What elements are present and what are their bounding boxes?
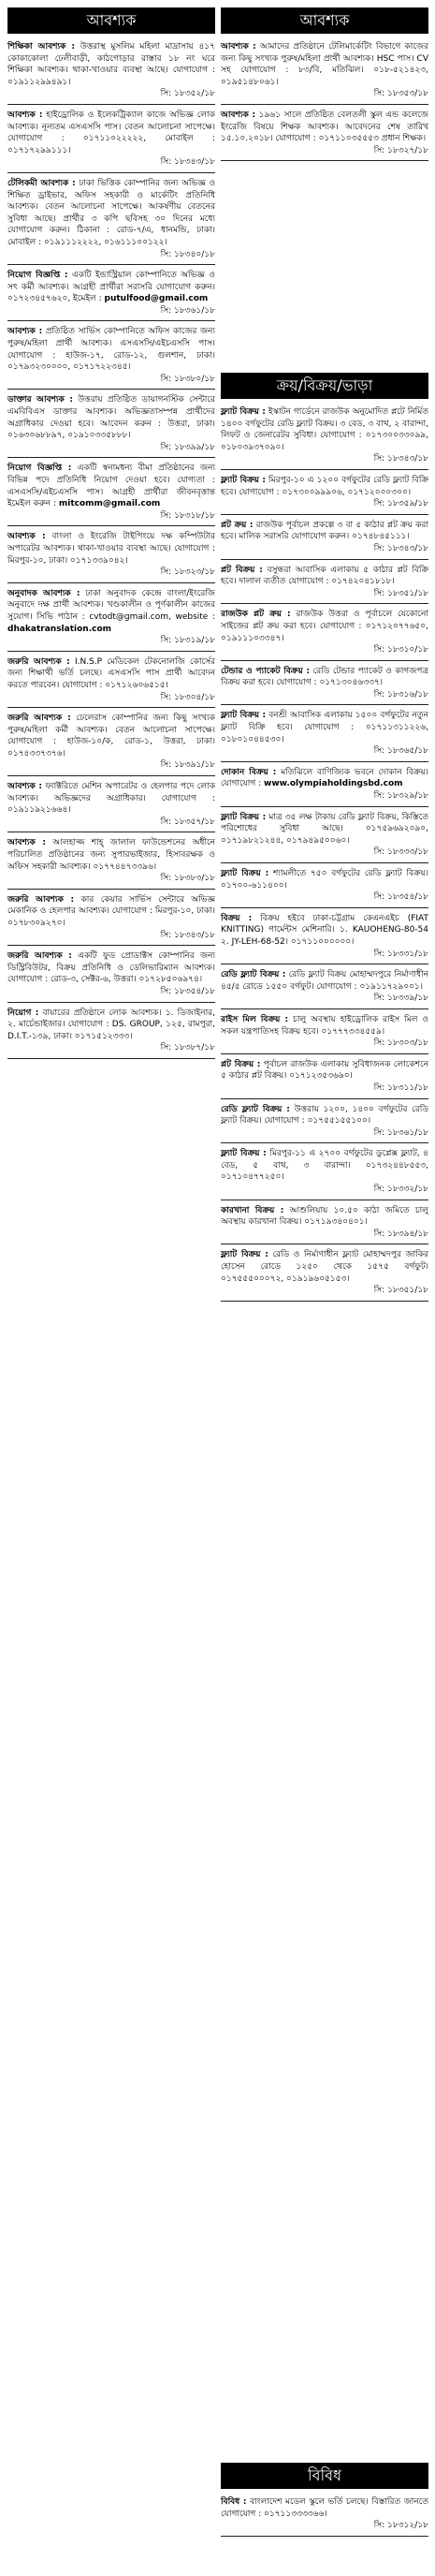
ad-body: রেডি ও নির্মাণাধীন ফ্ল্যাট মোহাম্মদপুর জাকির হোসেন রোডে ১২৫০ থেকে ১৫৭৫ বর্গফুট। ০১৭৫৫৫০০০৭২, ০১৯১৯৬০৫১৫৩। [221,1250,428,1284]
classified-ad [7,949,215,1002]
email-link[interactable]: putulfood@gmail.com [104,294,209,304]
ad-lead: জরুরি আবশ্যক : [7,714,71,724]
ad-lead: নিয়োগ বিজ্ঞপ্তি : [7,271,68,281]
ad-body: শ্যামলীতে ৭৫০ বর্গফুটের রেডি ফ্ল্যাট বিক্রয়। ০১৭০০-৬১১৪০০। [221,869,428,891]
classified-ad [7,324,215,390]
ad-body: প্রতিষ্ঠিত সার্ভিস কোম্পানিতে অফিস কাজের জন্য পুরুষ/মহিলা প্রার্থী আবশ্যক। এসএসসি/এইচএসসি পাস। যোগাযোগ : হাউজ-১৭, রোড-১২, গুলশান, ঢাকা। ০১৭৯৩২৩০০০০, ০১৭১৭২২৩৪৫। [7,327,215,373]
ad-ref: সি: ১৮৩৪৩/১৮ [373,454,428,464]
ad-lead: ফ্ল্যাট বিক্রয় : [221,1149,267,1159]
classified-ad [7,268,215,321]
ad-lead: আবশ্যক : [7,327,43,337]
ad-body: উত্তরায় ১২০০, ১৪০০ বর্গফুটের রেডি ফ্ল্যাট বিক্রয়। যোগাযোগ : ০১৭৫৫১৫৫১০০। [221,1104,428,1126]
ad-lead: প্লট বিক্রয় : [221,1059,261,1069]
right-column-buy-sell [221,373,428,1304]
classified-ad [221,1012,428,1054]
section-header-buy-sell-rent: ক্রয়/বিক্রয়/ভাড়া [221,373,428,399]
ad-ref: সি: ১৮৩৫৪/১৮ [373,892,428,903]
ad-lead: ফ্ল্যাট বিক্রয় : [221,407,266,417]
ad-lead: আবশ্যক : [221,110,256,120]
ad-lead: আবশ্যক : [221,42,256,52]
ad-ref: সি: ১৮৩০৪/১৮ [160,692,215,702]
ad-ref: সি: ১৮৩৯১/১৮ [160,760,215,771]
ad-body: আলহাজ্জ শাহ্ জালাল ফাউন্ডেশনের অধীনে পরিচালিত প্রতিষ্ঠানের জন্য সুপারভাইজার, হিসাবরক্ষক ও অফিস সহকারী আবশ্যক। ০১৭৭৪৪৭৩৩৯৬। [7,838,215,872]
classified-ad [221,967,428,1009]
ad-ref: সি: ১৮৩৪০/১৮ [160,249,215,259]
ad-body: একটি ইন্ডাস্ট্রিয়াল কোম্পানিতে অভিজ্ঞ ও সৎ কর্মী আবশ্যক। আগ্রহী প্রার্থীরা সরাসরি যোগাযোগ করুন। ০১৭২৩৪৫৭৬২০, ইমেইল : [7,271,215,304]
ad-ref: সি: ১৮৩৪৩/১৮ [160,930,215,940]
classified-ad [221,1247,428,1301]
ad-body: বনশ্রী আবাসিক এলাকায় ১৫০০ বর্গফুটের নতুন ফ্ল্যাট বিক্রি হবে। যোগাযোগ : ০১৭১১৩১১২২৬, ০১৮০১০৪৪৫৩০। [221,711,428,744]
classified-ad [221,1102,428,1144]
ad-lead: আবশ্যক : [7,532,46,542]
classified-ad [221,473,428,515]
section-header-jobs: আবশ্যক [221,7,428,34]
ad-ref: সি: ১৮৩৮০/১৮ [160,374,215,384]
classified-ad [221,911,428,964]
ad-body: রাজউক পূর্বাচল প্রকল্পে ৩ বা ৫ কাঠার প্লট ক্রয় করা হবে। মালিক সরাসরি যোগাযোগ করুন। ০১৭৪৮৪৫১১১। [221,520,428,542]
ad-ref: সি: ১৮৩২৩/১৮ [160,567,215,578]
ad-lead: জরুরি আবশ্যক : [7,894,75,905]
ad-body: হাইড্রোলিক ও ইলেকট্রিক্যাল কাজে অভিজ্ঞ লোক আবশ্যক। নূন্যতম এসএসসি পাস। বেতন আলোচনা সাপেক্ষে। যোগাযোগ : ০১৭১১০২২২২২, মোবাইল : ০১৭১৭২৯৯১১১। [7,110,215,155]
classified-ad [7,461,215,526]
ad-body: ইস্কাটন গার্ডেনে রাজউক অনুমোদিত প্লটে নির্মিত ১৪০০ বর্গফুটের রেডি ফ্ল্যাট বিক্রয়। ৩ বেড, ৩ বাথ, ২ বারান্দা, লিফট ও জেনারেটর সুবিধা। যোগাযোগ : ০১৭৩০০৩৩০৯৯, ০১৮০৩৯৩৭০৯০। [221,407,428,452]
classified-ad [7,835,215,889]
ad-lead: রাজউক প্লট ক্রয় : [221,610,291,620]
ad-ref: সি: ১৮৩৬৫/১৮ [373,746,428,757]
ad-body: পূর্বাচল রাজউক এলাকায় সুবিধাজনক লোকেশনে ৫ কাঠার প্লট বিক্রয়। ০১৭১২৩৫৩৬৯০। [221,1059,428,1082]
classified-ad [221,108,428,161]
ad-ref: সি: ১৮৩৬১/১৮ [160,305,215,316]
ad-ref: সি: ১৮৩১১/১৮ [373,1082,428,1093]
ad-body: রেডি টেন্ডার প্যাকেট ও কাগজপত্র বিক্রয় করা হবে। যোগাযোগ : ০১৭১৩০৪৬৩৩৭। [221,666,428,688]
ad-ref: সি: ১৮৩৫১/১৮ [373,588,428,598]
classified-ad [221,607,428,660]
classified-ad [221,1146,428,1200]
ad-body: মিরপুর-১০ এ ১২০০ বর্গফুটের রেডি ফ্ল্যাট বিক্রি হবে। যোগাযোগ : ০১৭৩০০৯৯৯০৬, ০১৭১২০০০৩০০। [221,475,428,497]
ad-body: রেডি ফ্ল্যাট বিক্রয় মোহাম্মদপুরে নির্মাণাধীন ৪৫/৫ রোডে ১৫৫০ বর্গফুট। যোগাযোগ : ০১৯১১৭২৯০০১। [221,970,428,992]
ad-ref: সি: ১৮৩২৯/১৮ [373,791,428,802]
classified-ad [221,1057,428,1099]
ad-ref: সি: ১৮৩৪৩/১৮ [373,543,428,553]
ad-ref: সি: ১৮৩৫২/১৮ [160,89,215,99]
ad-lead: রেডি ফ্ল্যাট বিক্রয় : [221,1104,290,1114]
website-link[interactable]: dhakatranslation.com [7,624,112,634]
ad-lead: আবশ্যক : [7,110,43,120]
ad-lead: ফ্ল্যাট বিক্রয় : [221,869,269,878]
ad-ref: সি: ১৮৩৫৩/১৮ [373,89,428,99]
ad-ref: সি: ১৮৩১০/১৮ [373,645,428,655]
classified-ad [7,392,215,458]
ad-ref: সি: ১৮৩৩২/১৮ [373,1185,428,1195]
ad-body: ফ্যাক্টরিতে মেশিন অপারেটর ও হেলপার পদে লোক আবশ্যক। অভিজ্ঞদের অগ্রাধিকার। যোগাযোগ : ০১৯১১৯২১৬৬৪। [7,782,215,816]
ad-ref: সি: ১৮৩৩৩/১৮ [373,847,428,858]
ad-ref: সি: ১৮৩১২/১৮ [373,2521,428,2531]
ad-lead: কারখানা বিক্রয় : [221,1205,284,1215]
ad-body: মিরপুর-১১ এ ২৭০০ বর্গফুটের ডুপ্লেক্স ফ্ল্যাট, ৪ বেড, ৫ বাথ, ৩ বারান্দা। ০১৭৩২৪৪৮৫৫৩, ০১৭১০৪৭৭২৫০। [221,1149,428,1183]
ad-lead: নিয়োগ বিজ্ঞপ্তি : [7,464,72,474]
ad-ref: সি: ১৮৩৯৪/১৮ [373,1229,428,1239]
ad-ref: সি: ১৮৩৩১/১৮ [373,949,428,959]
ad-ref: সি: ১৮৩০৩/১৮ [373,1038,428,1049]
ad-ref: সি: ১৮৩১৮/১৮ [160,510,215,521]
ad-ref: সি: ১৮৩৮৭/১৮ [160,1043,215,1053]
ad-body: আমাদের প্রতিষ্ঠানে টেলিমার্কেটিং বিভাগে কাজের জন্য কিছু সংখ্যক পুরুষ/মহিলা প্রার্থী আবশ্যক। HSC পাস। CV সহ যোগাযোগ : ৮৩/বি, মতিঝিল। ০১৮-৫২১৪২৩, ০১৯৫১৪৮০৬১। [221,42,428,87]
email-link[interactable]: mitcomm@gmail.com [58,499,161,509]
ad-body: ঢাকা অনুবাদক কেন্দ্রে বাংলা/ইংরেজি অনুবাদে দক্ষ প্রার্থী আবশ্যক। খণ্ডকালীন ও পূর্ণকালীন কাজের সুযোগ। সিভি পাঠান : cvtodt@gmail.com, website : [7,588,215,622]
classified-ad [221,708,428,761]
ad-lead: প্লট ক্রয় : [221,520,254,530]
ad-ref: সি: ১৮৩৩৯/১৮ [373,994,428,1004]
website-link[interactable]: www.olympiaholdingsbd.com [264,779,403,789]
ad-body: বায়ারের প্রতিষ্ঠানে লোক আবশ্যক। ১. ডিজাইনার, ২. মার্চেন্ডাইজার। যোগাযোগ : DS. GROUP, ১২৫, রামপুরা, D.I.T.-১৩৯, ঢাকা। ০১৭১৫১২৩৩৩। [7,1008,215,1041]
ad-ref: সি: ১৮৩১৬/১৮ [373,689,428,699]
ad-body: একটি স্বনামধন্য বীমা প্রতিষ্ঠানের জন্য বিভিন্ন পদে প্রতিনিধি নিয়োগ দেওয়া হবে। যোগ্যতা : এসএসসি/এইচএসসি পাস। আগ্রহী প্রার্থীরা জীবনবৃত্তান্ত ইমেইল করুন : [7,464,215,509]
ad-body: বিক্রয় হইবে ঢাকা-চট্টগ্রাম কেএনএইচ (FIAT KNITTING) গার্মেন্টস মেশিনারি। ১. KAUOHENG-80-54 ২. JY-LEH-68-52। ০১৭১১০০০০০০। [221,913,428,947]
classified-ad [221,405,428,470]
classified-ad [7,779,215,832]
classified-ad [7,108,215,173]
ad-lead: ফ্ল্যাট বিক্রয় : [221,475,266,485]
ad-body: রাজউক উত্তরা ও পূর্বাচলে যেকোনো সাইজের প্লট ক্রয় করা হবে। যোগাযোগ : ০১৭১২০৭৭৬৫০, ০১৯১১১০৩৩৪৭। [221,610,428,643]
ad-body: ঢাকা ভিত্তিক কোম্পানির জন্য অভিজ্ঞ ও শিক্ষিত ড্রাইভার, অফিস সহকারী ও মার্কেটিং প্রতিনিধি আবশ্যক। বেতন আলোচনা সাপেক্ষে। আকর্ষণীয় বেতনের সুবিধা আছে। প্রার্থীর ৩ কপি ছবিসহ ৩০ দিনের মধ্যে যোগাযোগ করুন। ঠিকানা : রোড-৭/এ, ধানমন্ডি, ঢাকা। মোবাইল : ০১৯১১১২২২২, ০১৬১১১০০১২২। [7,178,215,247]
ad-lead: আবশ্যক : [7,838,47,848]
ad-body: বাংলাদেশ মডেল স্কুলে ভর্তি চলছে। বিস্তারিত জানতে যোগাযোগ : ০১৭১১৩৩৩৩৬৬। [221,2497,428,2519]
ad-ref: সি: ১৮৩৫১/১৮ [373,1286,428,1296]
ad-ref: সি: ১৮৩৫৯/১৮ [373,499,428,509]
right-column-misc [221,2463,428,2539]
ad-lead: প্লট বিক্রয় : [221,565,263,575]
ad-body: ১৯৬১ সালে প্রতিষ্ঠিত বেলতলী স্কুল এন্ড কলেজে ইংরেজি বিষয়ে শিক্ষক আবশ্যক। আবেদনের শেষ তারিখ ১৫.১০.২০১৮। যোগাযোগ : ০১৭১১০৩৫৫৫৩ প্রধান শিক্ষক। [221,110,428,144]
ad-lead: টেলিকমী আবশ্যক : [7,178,76,188]
ad-lead: আবশ্যক : [7,782,43,792]
ad-lead: বিক্রয় : [221,913,253,923]
ad-body: কার কেয়ার সার্ভিস সেন্টারে অভিজ্ঞ মেকানিক ও হেলপার আবশ্যক। যোগাযোগ : মিরপুর-১০, ঢাকা। ০১৭৮৩০৯২৭০। [7,894,215,928]
ad-lead: জরুরি আবশ্যক : [7,951,72,962]
ad-body: উত্তরাস্থ মুসলিম মহিলা মাদ্রাসায় ৪১৭ কোকাকোলা ঢেলীবাড়ী, কাঠগোড়ার রাস্তার ১৮ নং ঘরে শিক্ষিকা আবশ্যক। থাকা-খাওয়ার ব্যবস্থা আছে। যোগাযোগ : ০১৯১১২৯৯৪৯১। [7,42,215,87]
ad-lead: শিক্ষিকা আবশ্যক : [7,42,75,52]
ad-body: I.N.S.P মেডিকেল টেকনোলজি কোর্সের জন্য শিক্ষার্থী ভর্তি চলছে। এসএসসি পাস প্রার্থী আবেদন করতে পারবেন। যোগাযোগ : ০১৭১২৬০৬৫১৫। [7,656,215,690]
ad-body: বাংলা ও ইংরেজি টাইপিংয়ে দক্ষ কম্পিউটার অপারেটর আবশ্যক। থাকা-খাওয়ার ব্যবস্থা আছে। যোগাযোগ : মিরপুর-১০, ঢাকা। ০১৭১৩৩৯০৪২। [7,532,215,566]
ad-lead: ফ্ল্যাট বিক্রয় : [221,1250,268,1260]
classified-ad [7,892,215,946]
classified-ad [7,711,215,776]
classified-ad [221,765,428,807]
classified-ad [7,529,215,582]
ad-lead: অনুবাদক আবশ্যক : [7,588,80,598]
ad-ref: সি: ১৮৩৯৯/১৮ [160,442,215,452]
section-header-jobs: আবশ্যক [7,7,215,34]
classified-ad [221,39,428,105]
classified-ad [221,866,428,908]
classified-ad [7,586,215,652]
classified-ad [7,39,215,105]
ad-lead: ফ্ল্যাট বিক্রয় : [221,711,267,721]
ad-lead: রাইস মিল বিক্রয় : [221,1014,289,1024]
classified-ad [7,1006,215,1059]
ad-lead: বিবিধ : [221,2497,247,2507]
ad-body: মতিঝিলে বাণিজ্যিক ভবনে দোকান বিক্রয়। যোগাযোগ : [221,767,428,789]
ad-lead: টেন্ডার ও প্যাকেট বিক্রয় : [221,666,311,676]
classified-ad [221,810,428,863]
ad-lead: নিয়োগ : [7,1008,39,1018]
classified-ad [7,655,215,708]
ad-ref: সি: ১৮৩৫৭/১৮ [160,817,215,827]
ad-ref: সি: ১৮৩৫৪/১৮ [160,986,215,996]
ad-body: ঢেলেরাস কোম্পানির জন্য কিছু সংখ্যক পুরুষ/মহিলা কর্মী আবশ্যক। বেতন আলোচনা সাপেক্ষে। যোগাযোগ : হাউজ-১০/ক, রোড-১, উত্তরা, ঢাকা। ০১৭৪৩৩৭৩৭৬। [7,714,215,758]
classified-ad [221,518,428,560]
ad-ref: সি: ১৮৩৪৩/১৮ [160,157,215,168]
ad-body: একটি ফুড প্রোডাক্টস কোম্পানির জন্য ডিস্ট্রিবিউটর, বিক্রয় প্রতিনিধি ও ডেলিভারিম্যান আবশ্যক। যোগাযোগ : রোড-৩, সেক্টর-৬, উত্তরা। ০১৭২৮৫০৬৯৭৪। [7,951,215,985]
ad-lead: ডাক্তার আবশ্যক : [7,395,73,405]
ad-body: আশুলিয়ায় ১০.৫০ কাঠা জমিতে চালু অবস্থায় কারখানা বিক্রয়। ০১৭১৯৩৪০৪০১। [221,1205,428,1228]
ad-body: উত্তরায় প্রতিষ্ঠিত ডায়াগনস্টিক সেন্টারে এমবিবিএস ডাক্তার আবশ্যক। অভিজ্ঞতাসম্পন্ন প্রার্থীদের অগ্রাধিকার দেওয়া হবে। আবেদন করুন : উত্তরা, ঢাকা। ০১৬৩০৬৮৮৯৭, ০১৯১০৩৩৫৮৮৮। [7,395,215,441]
ad-lead: দোকান বিক্রয় : [221,767,277,777]
ad-lead: জরুরি আবশ্যক : [7,656,70,667]
ad-lead: রেডি ফ্ল্যাট বিক্রয় : [221,970,286,980]
ad-body: বসুন্ধরা আবাসিক এলাকায় ৫ কাঠার প্লট বিক্রি হবে। দালাল ব্যতীত যোগাযোগ : ০১৭৪২০৪১৮১৮। [221,565,428,587]
ad-ref: সি: ১৮৩৬১/১৮ [373,1127,428,1138]
classified-ad [221,563,428,605]
ad-lead: ফ্ল্যাট বিক্রয় : [221,812,267,822]
ad-ref: সি: ১৮৩২৭/১৮ [373,145,428,155]
classified-ad [221,664,428,706]
classified-ad [221,2495,428,2537]
right-column [221,7,428,164]
classified-ad [7,176,215,265]
ad-body: মাত্র ৩৫ লক্ষ টাকায় রেডি ফ্ল্যাট বিক্রয়, কিস্তিতে পরিশোধের সুবিধা আছে। ০১৭৫৯৬৯২০৯০, ০১৭১৯৮২১২৪৪, ০১৭৯৪৯৫০০৬০। [221,812,428,846]
ad-ref: সি: ১৮৩৮৩/১৮ [160,874,215,884]
classified-ad [221,1203,428,1245]
left-column [7,7,215,1062]
ad-ref: সি: ১৮৩১৯/১৮ [160,636,215,646]
ad-body: চালু অবস্থায় হাইড্রোলিক রাইস মিল ও সকল যন্ত্রপাতিসহ বিক্রয় হবে। ০১৭৭৭৩৩৪৫৫৯। [221,1014,428,1037]
section-header-misc: বিবিধ [221,2463,428,2489]
